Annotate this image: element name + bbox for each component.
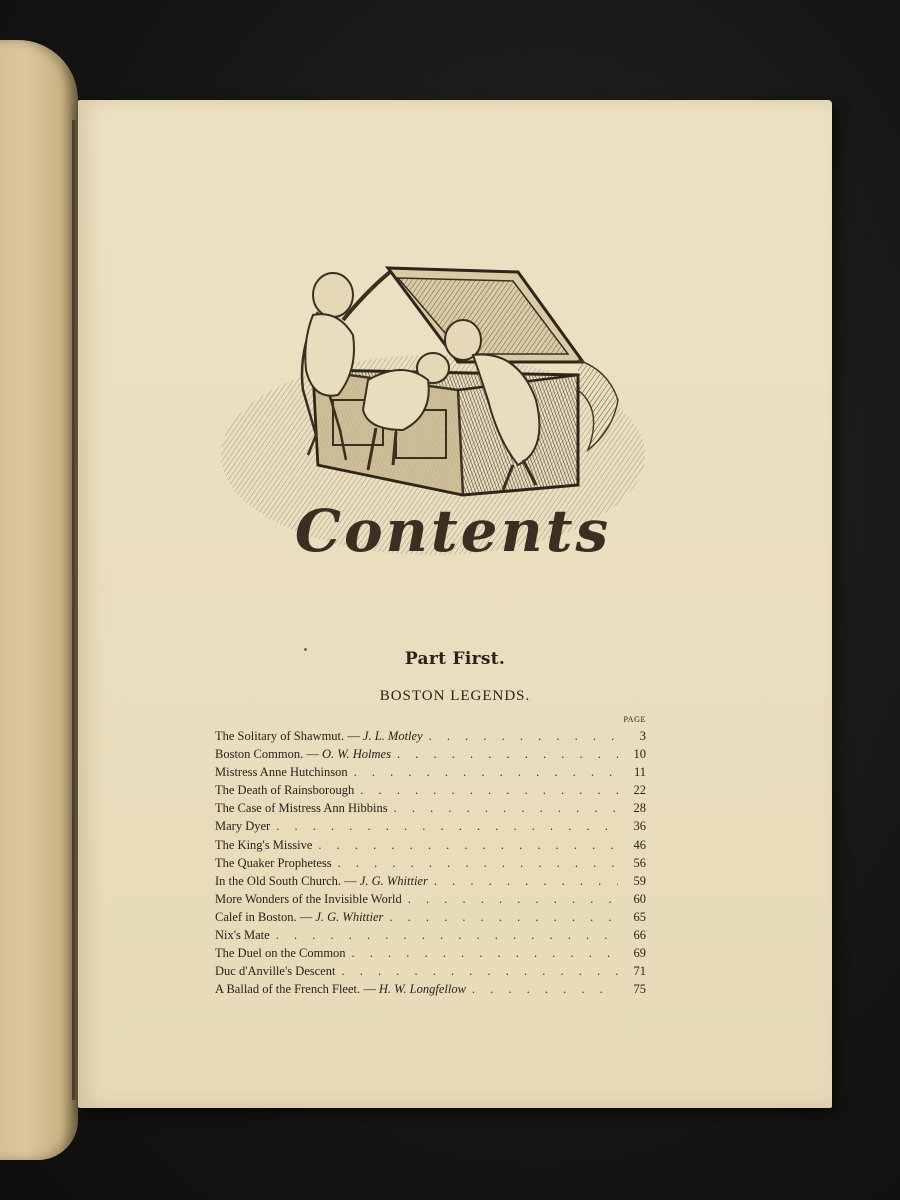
- toc-entry-page-number: 65: [633, 909, 646, 924]
- toc-entry-title-text: The Solitary of Shawmut. —: [215, 729, 363, 743]
- toc-entry-page-number: 3: [639, 729, 646, 743]
- toc-leader-dots: [276, 926, 618, 944]
- toc-entry-title-text: The Duel on the Common: [215, 946, 346, 961]
- toc-entry-title: [215, 908, 383, 926]
- toc-entry: [215, 908, 646, 926]
- toc-entry: [215, 817, 646, 835]
- toc-entry-title-text: More Wonders of the Invisible World: [215, 891, 402, 906]
- toc-leader-dots: [338, 854, 618, 872]
- toc-leader-dots: [472, 980, 618, 998]
- toc-entry-title-text: The King's Missive: [215, 837, 313, 852]
- toc-entry-title: [215, 836, 312, 854]
- toc-leader-dots: [389, 908, 618, 926]
- toc-entry: [215, 944, 646, 962]
- toc-entry-title-text: Mistress Anne Hutchinson: [215, 765, 348, 780]
- toc-entry-page-number: 10: [633, 747, 646, 762]
- toc-entry-title: [215, 854, 332, 872]
- toc-entry-page-number: 11: [633, 765, 646, 780]
- toc-entry-title: [215, 962, 335, 980]
- toc-entry-title-text: Nix's Mate: [215, 928, 270, 943]
- toc-leader-dots: [341, 962, 618, 980]
- toc-entry-page-number: 46: [633, 837, 646, 852]
- toc-entry: [215, 854, 646, 872]
- toc-entry: [215, 836, 646, 854]
- toc-entry: [215, 799, 646, 817]
- toc-entry: [215, 872, 646, 890]
- toc-entry: [215, 890, 646, 908]
- toc-entry-author: J. L. Motley: [362, 729, 423, 743]
- toc-entry-title-text: The Quaker Prophetess: [215, 855, 332, 870]
- toc-entry: [215, 926, 646, 944]
- toc-leader-dots: [434, 872, 618, 890]
- part-heading: Part First.: [404, 649, 506, 669]
- toc-entry-page-number: 59: [633, 873, 646, 888]
- toc-leader-dots: [276, 817, 618, 835]
- page-column-label: PAGE: [623, 715, 646, 724]
- contents-page: [78, 100, 832, 1108]
- toc-entry-title: [215, 727, 423, 745]
- toc-entry-title-text: The Case of Mistress Ann Hibbins: [215, 801, 388, 816]
- toc-entry-page-number: 66: [633, 928, 646, 943]
- toc-entry: [215, 763, 646, 781]
- toc-entry-author: J. G. Whittier: [315, 909, 384, 924]
- toc-entry: [215, 727, 646, 745]
- toc-entry-author: J. G. Whittier: [359, 873, 428, 888]
- toc-entry-title: [215, 944, 346, 962]
- toc-entry-page-number: 71: [633, 964, 646, 979]
- toc-entry: [215, 962, 646, 980]
- toc-entry-title-text: A Ballad of the French Fleet. —: [215, 982, 379, 997]
- toc-leader-dots: [394, 799, 618, 817]
- table-of-contents: [215, 727, 646, 998]
- toc-entry-page-number: 22: [633, 783, 646, 798]
- toc-leader-dots: [408, 890, 618, 908]
- toc-entry-page-number: 69: [633, 946, 646, 961]
- toc-entry-page-number: 28: [633, 801, 646, 816]
- toc-leader-dots: [352, 944, 618, 962]
- toc-entry-author: H. W. Longfellow: [378, 982, 466, 997]
- toc-leader-dots: [318, 836, 618, 854]
- left-page-edge: [0, 40, 78, 1160]
- toc-leader-dots: [354, 763, 618, 781]
- toc-entry-title-text: In the Old South Church. —: [215, 873, 360, 888]
- toc-entry: [215, 745, 646, 763]
- toc-entry-title: [215, 926, 270, 944]
- toc-entry-title-text: Duc d'Anville's Descent: [215, 964, 336, 979]
- section-heading: BOSTON LEGENDS.: [379, 688, 531, 704]
- toc-entry-title: [215, 799, 388, 817]
- toc-entry-page-number: 75: [633, 982, 646, 997]
- toc-leader-dots: [397, 745, 618, 763]
- toc-entry-title: [215, 781, 354, 799]
- toc-entry-title: [215, 763, 348, 781]
- toc-entry-title: [215, 745, 391, 763]
- contents-title-text: Contents: [294, 497, 612, 565]
- toc-entry: [215, 980, 646, 998]
- toc-entry-title: [215, 890, 402, 908]
- toc-entry-page-number: 36: [633, 819, 646, 834]
- toc-entry-title-text: The Death of Rainsborough: [215, 783, 355, 798]
- toc-leader-dots: [429, 727, 618, 745]
- contents-title-lettering: [278, 485, 628, 585]
- toc-entry-author: O. W. Holmes: [321, 747, 391, 762]
- toc-entry-title-text: Calef in Boston. —: [215, 909, 316, 924]
- toc-leader-dots: [360, 781, 618, 799]
- toc-entry-title: [215, 980, 466, 998]
- toc-entry-page-number: 56: [633, 855, 646, 870]
- toc-entry-title-text: Boston Common. —: [215, 747, 322, 762]
- toc-entry-title: [215, 872, 428, 890]
- toc-entry-title: [215, 817, 270, 835]
- toc-entry: [215, 781, 646, 799]
- toc-entry-title-text: Mary Dyer: [215, 819, 271, 834]
- toc-entry-page-number: 60: [633, 891, 646, 906]
